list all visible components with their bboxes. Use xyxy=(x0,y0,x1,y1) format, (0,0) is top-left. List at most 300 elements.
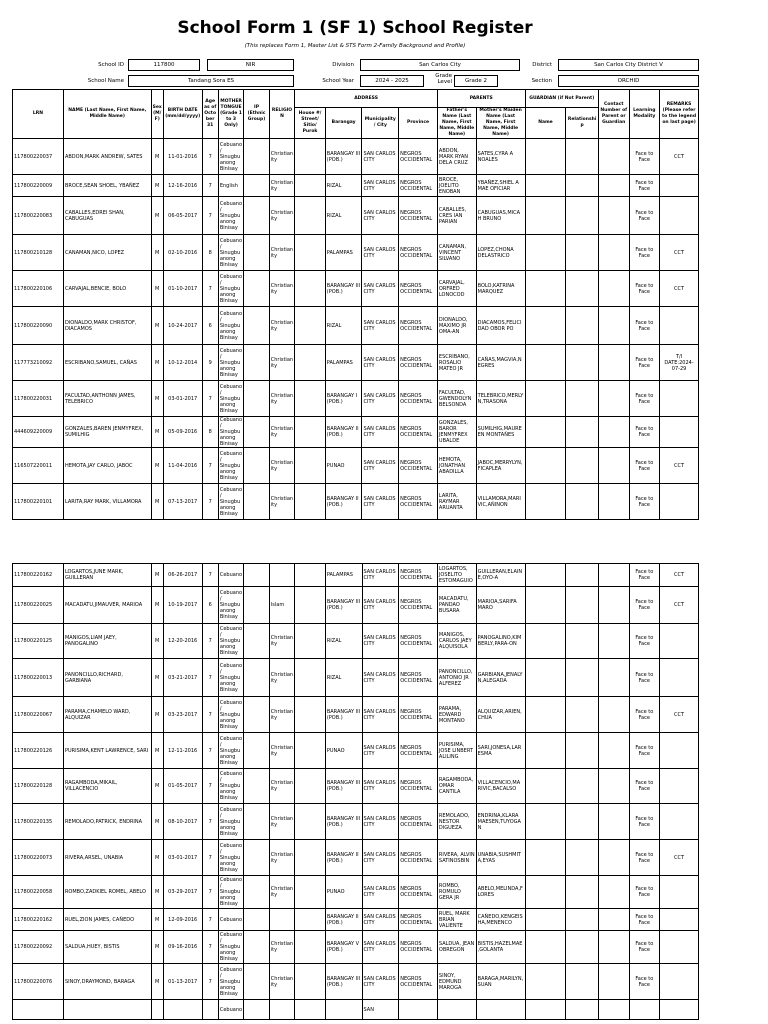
sex-cell: M xyxy=(151,804,163,840)
province-cell: NEGROS OCCIDENTAL xyxy=(399,307,438,345)
page-title: School Form 1 (SF 1) School Register xyxy=(177,18,533,38)
mother-tongue-cell: Cebuano / Sinugbuanong Binisay xyxy=(218,624,243,659)
mother-tongue-cell: Cebuano / Sinugbuanong Binisay xyxy=(218,235,243,271)
school-year-value: 2024 - 2025 xyxy=(360,75,424,87)
birth-date-cell: 01-05-2017 xyxy=(163,769,202,804)
province-cell: NEGROS OCCIDENTAL xyxy=(399,197,438,235)
father-name-cell: ABDON, MARK RYAN DELA CRUZ xyxy=(437,139,476,175)
sex-cell: M xyxy=(151,659,163,697)
learning-modality-cell xyxy=(629,1000,660,1020)
father-name-cell: REMOLADO, NESTOR DIGUEZA xyxy=(437,804,476,840)
father-name-cell: ESCRIBANO, ROSALIO MATEO JR xyxy=(437,345,476,381)
barangay-cell: RIZAL xyxy=(325,659,362,697)
ip-cell xyxy=(244,381,269,417)
learning-modality-cell: Face to Face xyxy=(629,587,660,624)
religion-cell xyxy=(269,909,294,931)
learning-modality-header: Learning Modality xyxy=(629,90,660,139)
remarks-cell: CCT xyxy=(660,697,699,733)
birth-date-cell: 01-10-2017 xyxy=(163,271,202,307)
birth-date-cell: 06-05-2017 xyxy=(163,197,202,235)
student-row xyxy=(13,659,699,697)
birth-date-header: BIRTH DATE (mm/dd/yyyy) xyxy=(163,90,202,139)
school-name-value: Tandang Sora ES xyxy=(128,75,294,87)
birth-date-cell: 12-16-2016 xyxy=(163,175,202,197)
barangay-cell xyxy=(325,1000,362,1020)
ip-cell xyxy=(244,624,269,659)
ip-cell xyxy=(244,197,269,235)
municipality-cell: SAN CARLOS CITY xyxy=(362,769,399,804)
remarks-cell xyxy=(660,659,699,697)
province-cell: NEGROS OCCIDENTAL xyxy=(399,381,438,417)
father-header: Father's Name (Last Name, First Name, Middle Name) xyxy=(439,108,475,137)
name-cell xyxy=(63,1000,151,1020)
remarks-cell: CCT xyxy=(660,271,699,307)
father-name-cell: RIVERA, ALVIN SATINOSBIN xyxy=(437,840,476,876)
mother-tongue-cell: Cebuano / Sinugbuanong Binisay xyxy=(218,484,243,520)
municipality-cell: SAN CARLOS CITY xyxy=(362,197,399,235)
house-cell xyxy=(295,769,326,804)
father-name-cell: BROCE, JOELITO ENOBAN xyxy=(437,175,476,197)
sex-header: Sex (M/F) xyxy=(151,90,163,139)
barangay-cell: BARANGAY II (POB.) xyxy=(325,840,362,876)
lrn-cell: 116507220011 xyxy=(13,448,64,484)
guardian-name-cell xyxy=(525,931,566,964)
contact-cell xyxy=(598,733,629,769)
guardian-header: GUARDIAN (if Not Parent) xyxy=(525,90,598,108)
student-row xyxy=(13,840,699,876)
remarks-cell: CCT xyxy=(660,235,699,271)
province-cell: NEGROS OCCIDENTAL xyxy=(399,564,438,587)
guardian-name-cell xyxy=(525,139,566,175)
father-name-cell: LOGARTOS, JOSELITO ESTOMAGUIO xyxy=(437,564,476,587)
learning-modality-cell: Face to Face xyxy=(629,139,660,175)
contact-cell xyxy=(598,659,629,697)
district-label: District xyxy=(532,62,552,68)
father-name-cell: MACADATU, PANDAO BUSARA xyxy=(437,587,476,624)
religion-cell: Christianity xyxy=(269,345,294,381)
lrn-cell: 117800220126 xyxy=(13,733,64,769)
name-cell: FACULTAD,ANTHONN JAMES, TELEBRICO xyxy=(63,381,151,417)
relationship-cell xyxy=(566,840,599,876)
remarks-cell: CCT xyxy=(660,840,699,876)
student-row xyxy=(13,624,699,659)
name-cell: PANONCILLO,RICHARD, GARBIANA xyxy=(63,659,151,697)
school-name-label: School Name xyxy=(87,78,124,84)
remarks-cell xyxy=(660,307,699,345)
sex-cell: M xyxy=(151,564,163,587)
municipality-cell: SAN CARLOS CITY xyxy=(362,271,399,307)
religion-cell xyxy=(269,1000,294,1020)
lrn-cell: 117800220037 xyxy=(13,139,64,175)
age-cell: 8 xyxy=(202,417,218,448)
religion-cell: Christianity xyxy=(269,840,294,876)
father-name-cell: CARVAJAL, ORFRED LONOCOD xyxy=(437,271,476,307)
name-cell: PARAMA,CHAMELO WARD, ALQUIZAR xyxy=(63,697,151,733)
religion-cell: Christianity xyxy=(269,931,294,964)
religion-cell: Christianity xyxy=(269,804,294,840)
relationship-cell xyxy=(566,624,599,659)
mother-name-cell: DIACAMOS,FELICIDAD OBOR PO xyxy=(476,307,525,345)
remarks-cell xyxy=(660,197,699,235)
birth-date-cell: 10-12-2014 xyxy=(163,345,202,381)
guardian-name-cell xyxy=(525,484,566,520)
province-cell xyxy=(399,1000,438,1020)
religion-cell: Christianity xyxy=(269,417,294,448)
name-cell: LOGARTOS,JUNE MARK, GUILLERAN xyxy=(63,564,151,587)
house-cell xyxy=(295,175,326,197)
province-cell: NEGROS OCCIDENTAL xyxy=(399,235,438,271)
province-cell: NEGROS OCCIDENTAL xyxy=(399,271,438,307)
age-cell: 7 xyxy=(202,876,218,909)
guardian-name-cell xyxy=(525,659,566,697)
remarks-cell: CCT xyxy=(660,587,699,624)
lrn-cell: 117800220125 xyxy=(13,624,64,659)
ip-cell xyxy=(244,1000,269,1020)
remarks-cell xyxy=(660,769,699,804)
lrn-cell: 117800220013 xyxy=(13,659,64,697)
ip-cell xyxy=(244,235,269,271)
sex-cell xyxy=(151,1000,163,1020)
religion-cell: Christianity xyxy=(269,876,294,909)
birth-date-cell: 06-26-2017 xyxy=(163,564,202,587)
age-cell: 7 xyxy=(202,659,218,697)
guardian-name-cell xyxy=(525,697,566,733)
contact-cell xyxy=(598,139,629,175)
lrn-cell: 117800220009 xyxy=(13,175,64,197)
student-row xyxy=(13,733,699,769)
relationship-cell xyxy=(566,964,599,1000)
remarks-cell xyxy=(660,1000,699,1020)
ip-cell xyxy=(244,484,269,520)
municipality-cell: SAN xyxy=(362,1000,399,1020)
district-value: San Carlos City District V xyxy=(558,59,699,71)
age-cell: 7 xyxy=(202,175,218,197)
relationship-cell xyxy=(566,909,599,931)
age-cell: 7 xyxy=(202,931,218,964)
student-row xyxy=(13,271,699,307)
register-table-page-1 xyxy=(12,89,699,520)
sex-cell: M xyxy=(151,175,163,197)
municipality-cell: SAN CARLOS CITY xyxy=(362,840,399,876)
remarks-cell xyxy=(660,804,699,840)
remarks-note: (Please refer to the legend on last page) xyxy=(662,108,697,125)
sex-cell: M xyxy=(151,197,163,235)
relationship-cell xyxy=(566,139,599,175)
relationship-cell xyxy=(566,271,599,307)
mother-name-cell: ENDRINA,KLARA MAESEN,TUYOGAN xyxy=(476,804,525,840)
father-name-cell: RAGAMBODA, OMAR CANTILA xyxy=(437,769,476,804)
learning-modality-cell: Face to Face xyxy=(629,381,660,417)
guardian-name-cell xyxy=(525,417,566,448)
house-cell xyxy=(295,484,326,520)
ip-cell xyxy=(244,345,269,381)
province-cell: NEGROS OCCIDENTAL xyxy=(399,659,438,697)
student-row xyxy=(13,417,699,448)
house-cell xyxy=(295,417,326,448)
name-cell: REMOLADO,PATRICK, ENDRINA xyxy=(63,804,151,840)
mother-name-cell: ALQUIZAR,ARIEN,CHUA xyxy=(476,697,525,733)
barangay-cell: BARANGAY V (POB.) xyxy=(325,931,362,964)
relationship-cell xyxy=(566,659,599,697)
guardian-name-cell xyxy=(525,381,566,417)
religion-cell: Christianity xyxy=(269,769,294,804)
school-id-value: 117800 xyxy=(128,59,200,71)
religion-cell: Christianity xyxy=(269,139,294,175)
mother-tongue-cell: Cebuano / Sinugbuanong Binisay xyxy=(218,197,243,235)
guardian-name-cell xyxy=(525,307,566,345)
remarks-cell xyxy=(660,931,699,964)
birth-date-cell: 12-09-2016 xyxy=(163,909,202,931)
mother-tongue-cell: Cebuano / Sinugbuanong Binisay xyxy=(218,840,243,876)
learning-modality-cell: Face to Face xyxy=(629,840,660,876)
barangay-header: Barangay xyxy=(325,108,362,139)
age-header: Age as of October 31 xyxy=(202,90,218,139)
mother-name-cell: TELEBRICO,MERLYN,TRASONA xyxy=(476,381,525,417)
province-cell: NEGROS OCCIDENTAL xyxy=(399,769,438,804)
sex-cell: M xyxy=(151,307,163,345)
guardian-name-cell xyxy=(525,564,566,587)
contact-cell xyxy=(598,769,629,804)
student-row xyxy=(13,345,699,381)
relationship-cell xyxy=(566,307,599,345)
age-cell: 7 xyxy=(202,197,218,235)
birth-date-cell: 02-10-2016 xyxy=(163,235,202,271)
ip-header: IP (Ethnic Group) xyxy=(244,90,269,139)
house-cell xyxy=(295,587,326,624)
contact-cell xyxy=(598,909,629,931)
mother-name-cell: SUMILHIG,MAUREEN MONTAÑES xyxy=(476,417,525,448)
relationship-cell xyxy=(566,484,599,520)
house-cell xyxy=(295,840,326,876)
mother-name-cell: LOPEZ,CHONA DELASTRICO xyxy=(476,235,525,271)
father-name-cell: MANIGOS, CARLOS JAEY ALQUISOLA xyxy=(437,624,476,659)
barangay-cell: PALAMPAS xyxy=(325,564,362,587)
learning-modality-cell: Face to Face xyxy=(629,697,660,733)
municipality-cell: SAN CARLOS CITY xyxy=(362,804,399,840)
sex-cell: M xyxy=(151,840,163,876)
mother-name-cell: VILLAMORA,MARIVIC,AÑINON xyxy=(476,484,525,520)
guardian-name-cell xyxy=(525,175,566,197)
municipality-cell: SAN CARLOS CITY xyxy=(362,235,399,271)
remarks-cell xyxy=(660,175,699,197)
barangay-cell: BARANGAY I (POB.) xyxy=(325,381,362,417)
birth-date-cell: 09-16-2016 xyxy=(163,931,202,964)
father-name-cell: SINOY, EDMUND MAROGA xyxy=(437,964,476,1000)
guardian-name-cell xyxy=(525,235,566,271)
guardian-name-cell xyxy=(525,804,566,840)
contact-cell xyxy=(598,840,629,876)
house-cell xyxy=(295,733,326,769)
lrn-cell: 117800220083 xyxy=(13,197,64,235)
contact-cell xyxy=(598,1000,629,1020)
mother-name-cell: SATES,CYRA A NOALES xyxy=(476,139,525,175)
birth-date-cell: 03-23-2017 xyxy=(163,697,202,733)
contact-cell xyxy=(598,876,629,909)
barangay-cell: RIZAL xyxy=(325,624,362,659)
section-value: ORCHID xyxy=(558,75,699,87)
relationship-cell xyxy=(566,175,599,197)
province-cell: NEGROS OCCIDENTAL xyxy=(399,909,438,931)
mother-name-cell xyxy=(476,1000,525,1020)
mother-tongue-header: MOTHER TONGUE (Grade 1 to 3 Only) xyxy=(218,90,243,139)
ip-cell xyxy=(244,564,269,587)
barangay-cell: BARANGAY III (POB.) xyxy=(325,697,362,733)
municipality-cell: SAN CARLOS CITY xyxy=(362,931,399,964)
guardian-name-cell xyxy=(525,964,566,1000)
ip-cell xyxy=(244,417,269,448)
mother-tongue-cell: Cebuano xyxy=(218,1000,243,1020)
province-cell: NEGROS OCCIDENTAL xyxy=(399,876,438,909)
age-cell: 7 xyxy=(202,964,218,1000)
lrn-cell: 444609220009 xyxy=(13,417,64,448)
contact-cell xyxy=(598,624,629,659)
name-cell: ESCRIBANO,SAMUEL, CAÑAS xyxy=(63,345,151,381)
contact-header: Contact Number of Parent or Guardian xyxy=(598,90,629,139)
barangay-cell: RIZAL xyxy=(325,197,362,235)
barangay-cell: BARANGAY III (POB.) xyxy=(325,804,362,840)
age-cell: 7 xyxy=(202,564,218,587)
municipality-cell: SAN CARLOS CITY xyxy=(362,381,399,417)
house-cell xyxy=(295,564,326,587)
learning-modality-cell: Face to Face xyxy=(629,448,660,484)
province-cell: NEGROS OCCIDENTAL xyxy=(399,587,438,624)
grade-level-label: Grade Level xyxy=(435,73,452,85)
student-row xyxy=(13,175,699,197)
guardian-name-cell xyxy=(525,271,566,307)
learning-modality-cell: Face to Face xyxy=(629,624,660,659)
sex-cell: M xyxy=(151,345,163,381)
barangay-cell: RIZAL xyxy=(325,175,362,197)
religion-cell: Christianity xyxy=(269,271,294,307)
learning-modality-cell: Face to Face xyxy=(629,197,660,235)
student-row xyxy=(13,484,699,520)
student-row xyxy=(13,587,699,624)
barangay-cell: BARANGAY II (POB.) xyxy=(325,417,362,448)
age-cell: 7 xyxy=(202,769,218,804)
municipality-cell: SAN CARLOS CITY xyxy=(362,484,399,520)
birth-date-cell: 03-01-2017 xyxy=(163,381,202,417)
mother-tongue-cell: Cebuano xyxy=(218,564,243,587)
mother-tongue-cell: Cebuano / Sinugbuanong Binisay xyxy=(218,307,243,345)
house-cell xyxy=(295,931,326,964)
name-cell: CANAMAN,NICO, LOPEZ xyxy=(63,235,151,271)
house-cell xyxy=(295,271,326,307)
religion-header: RELIGION xyxy=(269,90,294,139)
relationship-cell xyxy=(566,448,599,484)
religion-cell: Christianity xyxy=(269,235,294,271)
house-cell xyxy=(295,307,326,345)
municipality-cell: SAN CARLOS CITY xyxy=(362,587,399,624)
mother-name-cell: YBAÑEZ,SHIEL A MAE OFICIAR xyxy=(476,175,525,197)
sex-cell: M xyxy=(151,876,163,909)
remarks-title: REMARKS xyxy=(666,102,692,107)
mother-name-cell: BARAGA,MARILYN,SUAN xyxy=(476,964,525,1000)
lrn-cell: 117800220101 xyxy=(13,484,64,520)
guardian-name-cell xyxy=(525,840,566,876)
student-row xyxy=(13,139,699,175)
religion-cell: Christianity xyxy=(269,448,294,484)
father-name-cell: PANONCILLO, ANTONIO JR ALFEREZ xyxy=(437,659,476,697)
student-row xyxy=(13,876,699,909)
mother-tongue-cell: Cebuano / Sinugbuanong Binisay xyxy=(218,345,243,381)
mother-tongue-cell: Cebuano / Sinugbuanong Binisay xyxy=(218,769,243,804)
relationship-cell xyxy=(566,931,599,964)
age-cell: 7 xyxy=(202,139,218,175)
guardian-name-cell xyxy=(525,448,566,484)
ip-cell xyxy=(244,840,269,876)
barangay-cell: PUNAO xyxy=(325,876,362,909)
age-cell: 7 xyxy=(202,381,218,417)
birth-date-cell: 08-10-2017 xyxy=(163,804,202,840)
house-cell xyxy=(295,964,326,1000)
learning-modality-cell: Face to Face xyxy=(629,659,660,697)
sex-cell: M xyxy=(151,417,163,448)
relationship-cell xyxy=(566,197,599,235)
lrn-cell: 117800220162 xyxy=(13,909,64,931)
school-id-label: School ID xyxy=(98,62,124,68)
name-cell: DIONALDO,MARK CHRISTOF, DIACAMOS xyxy=(63,307,151,345)
remarks-cell xyxy=(660,381,699,417)
age-cell: 7 xyxy=(202,624,218,659)
ip-cell xyxy=(244,909,269,931)
municipality-cell: SAN CARLOS CITY xyxy=(362,307,399,345)
ip-cell xyxy=(244,271,269,307)
mother-tongue-cell: Cebuano / Sinugbuanong Binisay xyxy=(218,271,243,307)
remarks-cell: CCT xyxy=(660,448,699,484)
religion-cell: Christianity xyxy=(269,733,294,769)
guardian-name-cell xyxy=(525,624,566,659)
province-cell: NEGROS OCCIDENTAL xyxy=(399,964,438,1000)
mother-name-cell: CABUGUAS,MICAH BRUNO xyxy=(476,197,525,235)
name-cell: CABALLES,EDREI SHAN, CABUGUAS xyxy=(63,197,151,235)
father-name-cell: PURISIMA, JOSE LINBERT ALILING xyxy=(437,733,476,769)
student-row xyxy=(13,697,699,733)
relationship-cell xyxy=(566,697,599,733)
mother-tongue-cell: Cebuano / Sinugbuanong Binisay xyxy=(218,381,243,417)
municipality-cell: SAN CARLOS CITY xyxy=(362,659,399,697)
age-cell: 7 xyxy=(202,697,218,733)
father-name-cell: DIONALDO, MAXIMO JR OMA-AN xyxy=(437,307,476,345)
mother-name-cell: UNABIA,SUSHMITA,EYAS xyxy=(476,840,525,876)
province-cell: NEGROS OCCIDENTAL xyxy=(399,697,438,733)
birth-date-cell xyxy=(163,1000,202,1020)
school-year-label: School Year xyxy=(322,78,354,84)
ip-cell xyxy=(244,175,269,197)
lrn-cell: 117800220067 xyxy=(13,697,64,733)
sex-cell: M xyxy=(151,271,163,307)
ip-cell xyxy=(244,307,269,345)
remarks-cell xyxy=(660,484,699,520)
age-cell: 7 xyxy=(202,484,218,520)
barangay-cell: PALAMPAS xyxy=(325,345,362,381)
contact-cell xyxy=(598,448,629,484)
sex-cell: M xyxy=(151,733,163,769)
page-subtitle: (This replaces Form 1, Master List & STS Form 2-Family Background and Profile) xyxy=(244,43,466,49)
learning-modality-cell: Face to Face xyxy=(629,484,660,520)
guardian-name-cell xyxy=(525,733,566,769)
province-cell: NEGROS OCCIDENTAL xyxy=(399,484,438,520)
guardian-name-cell xyxy=(525,345,566,381)
learning-modality-cell: Face to Face xyxy=(629,964,660,1000)
house-cell xyxy=(295,197,326,235)
remarks-cell: CCT xyxy=(660,564,699,587)
lrn-cell: 117800220073 xyxy=(13,840,64,876)
barangay-cell: BARANGAY III (POB.) xyxy=(325,139,362,175)
relationship-cell xyxy=(566,733,599,769)
mother-name-cell: GUILLERAN,ELAINE,OYO-A xyxy=(476,564,525,587)
sex-cell: M xyxy=(151,697,163,733)
contact-cell xyxy=(598,345,629,381)
